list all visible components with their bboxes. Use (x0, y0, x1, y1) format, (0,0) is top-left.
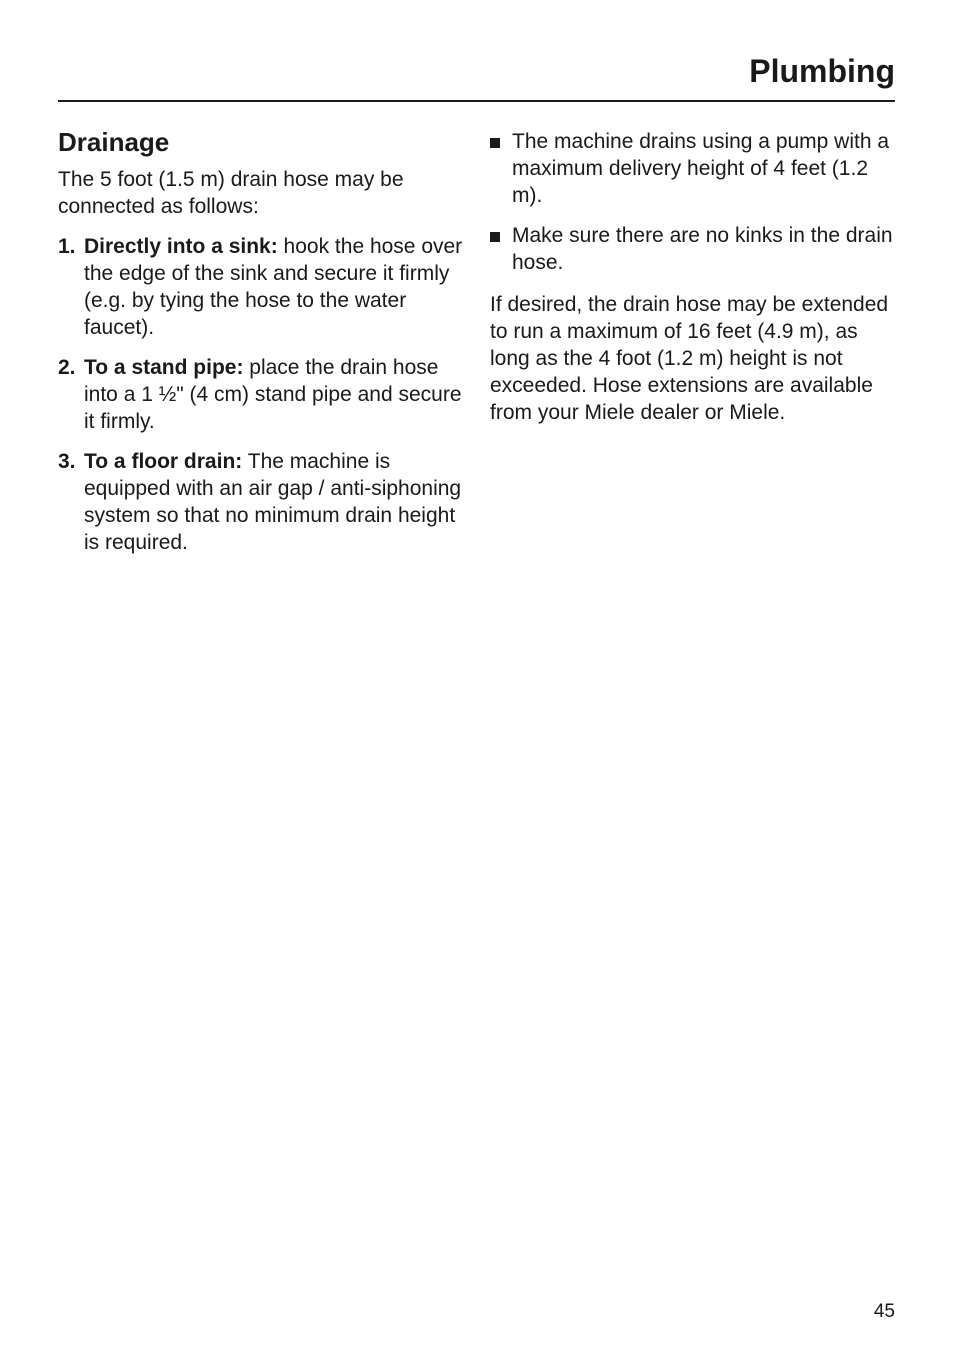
bullet-text: Make sure there are no kinks in the drain hose. (512, 224, 893, 274)
notes-bullet-list (490, 128, 895, 276)
step-text: place the drain hose into a 1 ½" (4 cm) stand pipe and secure it firmly. (84, 356, 462, 433)
bullet-item (490, 222, 895, 276)
page-header (58, 48, 895, 102)
square-bullet-icon (490, 232, 500, 242)
section-title-drainage: Drainage (58, 127, 170, 157)
page-number: 45 (873, 1301, 895, 1322)
step-text: hook the hose over the edge of the sink and secure it firmly (e.g. by tying the hose to the water faucet). (84, 235, 463, 339)
left-column (58, 128, 463, 569)
step-text: The machine is equipped with an air gap / anti-siphoning system so that no minimum drain height is required. (84, 450, 462, 554)
step-term: To a stand pipe: (84, 356, 244, 379)
extension-paragraph: If desired, the drain hose may be extended to run a maximum of 16 feet (4.9 m), as long as the 4 foot (1.2 m) height is not exceeded. Hose extensions are available from your Miele dealer or Miele. (490, 293, 889, 424)
connection-steps-list (58, 233, 463, 556)
square-bullet-icon (490, 138, 500, 148)
step-item (58, 233, 463, 341)
step-number: 3. (58, 450, 76, 473)
step-term: To a floor drain: (84, 450, 243, 473)
page-title: Plumbing (749, 53, 895, 89)
step-item (58, 354, 463, 435)
step-number: 2. (58, 356, 76, 379)
step-term: Directly into a sink: (84, 235, 278, 258)
intro-paragraph: The 5 foot (1.5 m) drain hose may be connected as follows: (58, 168, 404, 218)
bullet-text: The machine drains using a pump with a maximum delivery height of 4 feet (1.2 m). (512, 130, 890, 207)
bullet-item (490, 128, 895, 209)
step-item (58, 448, 463, 556)
step-number: 1. (58, 235, 76, 258)
right-column (490, 128, 895, 426)
